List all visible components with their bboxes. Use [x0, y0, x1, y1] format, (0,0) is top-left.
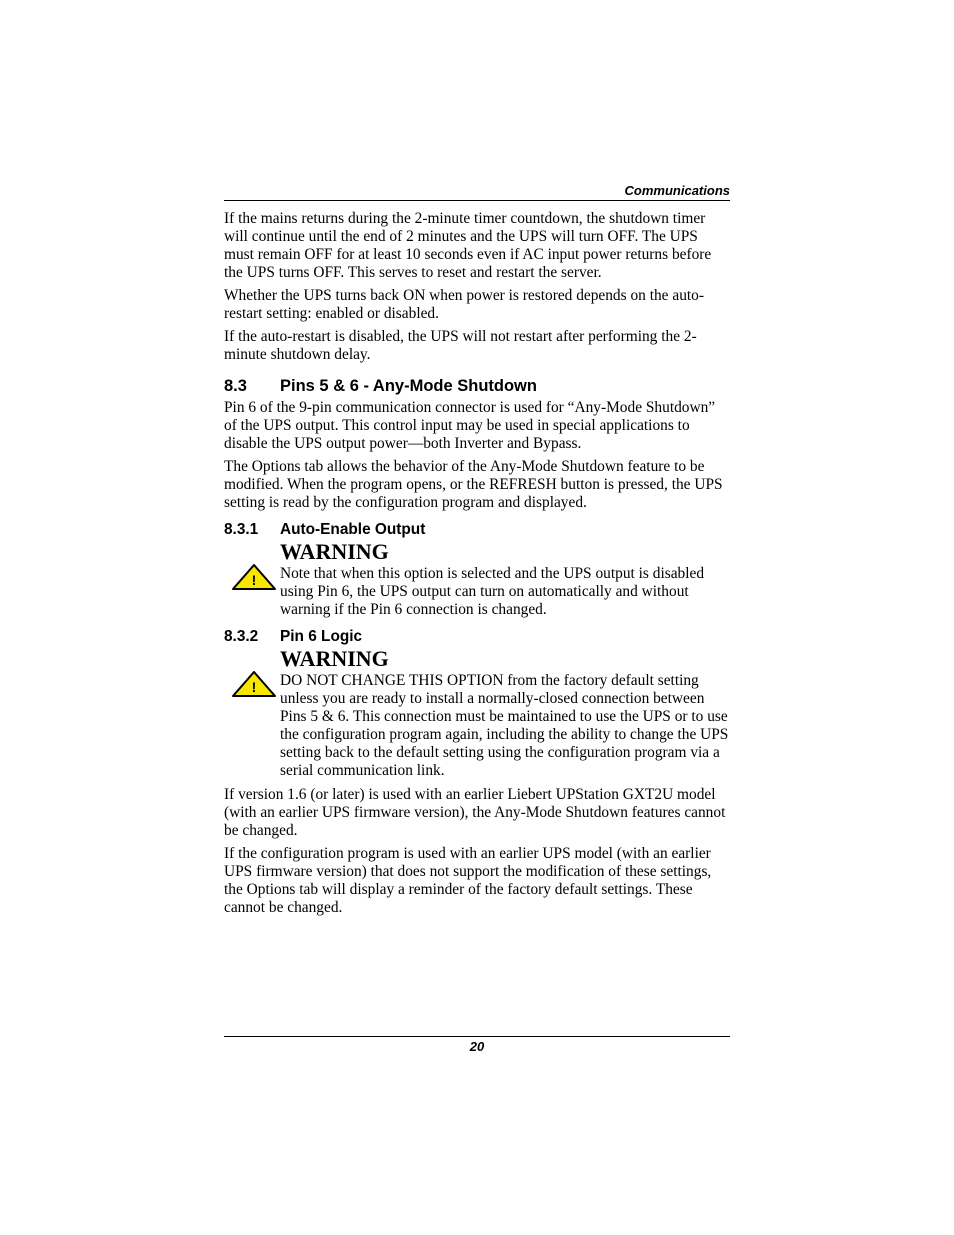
section-paragraph: Pin 6 of the 9-pin communication connector is used for “Any-Mode Shutdown” of the UPS output. This control input may be used in special applications to disable the UPS output power—both Inverter and Bypass. [224, 399, 716, 452]
page-content [224, 210, 730, 922]
header-rule [224, 200, 730, 201]
warning-triangle-icon [232, 671, 276, 697]
section-paragraph: The Options tab allows the behavior of the Any-Mode Shutdown feature to be modified. When the program opens, or the REFRESH button is pressed, the UPS setting is read by the configuration program and displayed. [224, 458, 723, 511]
section-paragraph: If the configuration program is used with an earlier UPS model (with an earlier UPS firmware version) that does not support the modification of these settings, the Options tab will display a reminder of the factory default settings. These cannot be changed. [224, 845, 712, 916]
svg-text:!: ! [251, 572, 257, 588]
document-page [224, 0, 730, 1235]
section-heading-8-3 [224, 376, 730, 396]
warning-text: Note that when this option is selected and the UPS output is disabled using Pin 6, the UPS output can turn on automatically and without warning if the Pin 6 connection is changed. [280, 565, 705, 618]
warning-title: WARNING [280, 539, 389, 564]
svg-text:!: ! [251, 679, 257, 695]
warning-block [224, 646, 730, 780]
subsection-number: 8.3.2 [224, 628, 259, 645]
warning-text: DO NOT CHANGE THIS OPTION from the factory default setting unless you are ready to install a normally-closed connection between Pins 5 & 6. This connection must be maintained to use the UPS or to use the configuration program again, including the ability to change the UPS setting back to the default setting using the configuration program via a serial communication link. [280, 672, 729, 779]
subsection-number: 8.3.1 [224, 521, 259, 538]
running-header: Communications [624, 183, 730, 198]
intro-paragraph: Whether the UPS turns back ON when power is restored depends on the auto-restart setting: enabled or disabled. [224, 287, 704, 322]
subsection-title: Pin 6 Logic [280, 628, 363, 645]
section-paragraph: If version 1.6 (or later) is used with an earlier Liebert UPStation GXT2U model (with an earlier UPS firmware version), the Any-Mode Shutdown features cannot be changed. [224, 786, 726, 839]
subsection-title: Auto-Enable Output [280, 521, 426, 538]
warning-title: WARNING [280, 646, 389, 671]
section-title: Pins 5 & 6 - Any-Mode Shutdown [280, 377, 537, 395]
section-number: 8.3 [224, 377, 247, 395]
intro-paragraph: If the auto-restart is disabled, the UPS will not restart after performing the 2-minute shutdown delay. [224, 328, 697, 363]
subsection-heading-8-3-2 [224, 628, 730, 646]
warning-triangle-icon [232, 564, 276, 590]
warning-block [224, 539, 730, 619]
intro-paragraph: If the mains returns during the 2-minute timer countdown, the shutdown timer will continue until the end of 2 minutes and the UPS will turn OFF. The UPS must remain OFF for at least 10 seconds even if AC input power returns before the UPS turns OFF. This serves to reset and restart the server. [224, 210, 712, 281]
subsection-heading-8-3-1 [224, 521, 730, 539]
page-number: 20 [469, 1039, 485, 1054]
footer-rule [224, 1036, 730, 1037]
